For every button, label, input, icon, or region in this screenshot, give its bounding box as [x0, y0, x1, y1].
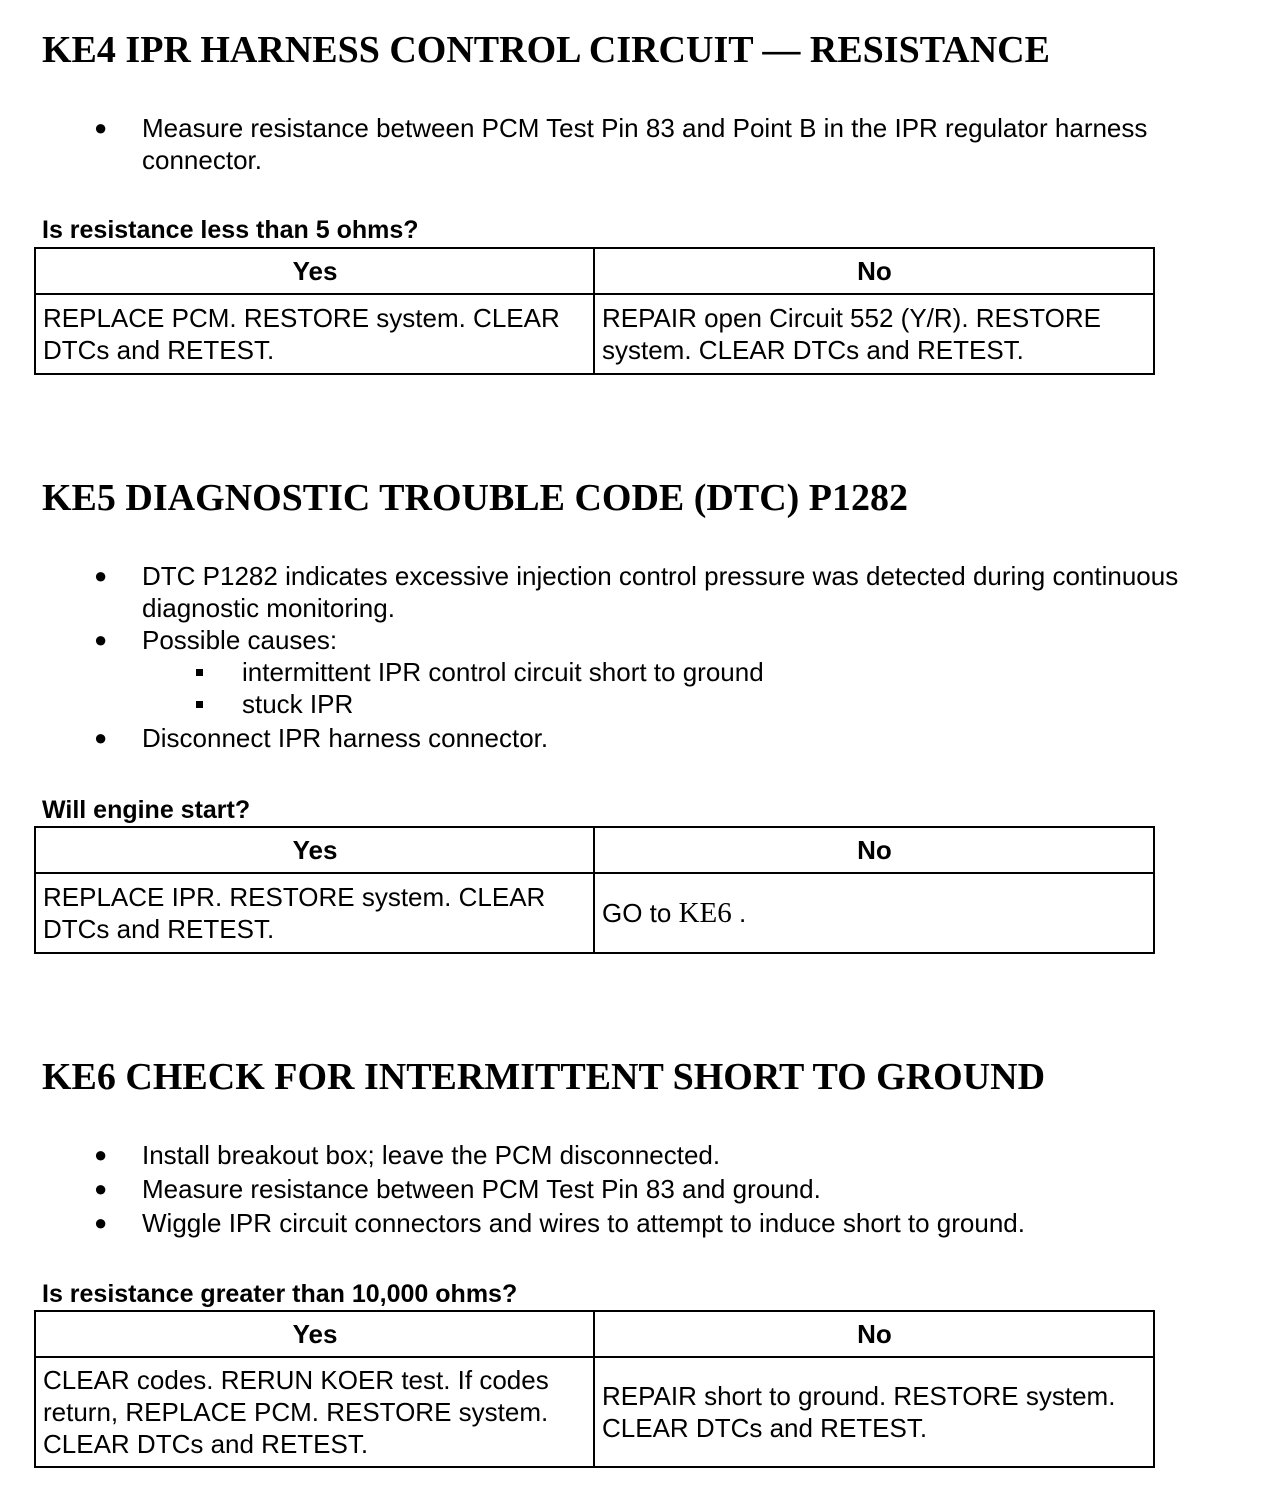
bullet-text: Measure resistance between PCM Test Pin 83 and Point B in the IPR regulator harness connector.: [142, 113, 1148, 175]
bullet-text: DTC P1282 indicates excessive injection control pressure was detected during continuous diagnostic monitoring.: [142, 561, 1179, 623]
bullet-text: Wiggle IPR circuit connectors and wires to attempt to induce short to ground.: [142, 1208, 1025, 1238]
bullet-icon: ●: [94, 1176, 108, 1201]
no-header: No: [594, 1311, 1154, 1357]
decision-table: [34, 247, 1155, 375]
bullet-icon: ●: [94, 1210, 108, 1235]
section-heading: KE4 IPR HARNESS CONTROL CIRCUIT — RESISTANCE: [42, 29, 1050, 71]
square-bullet-icon: [196, 701, 203, 708]
yes-action-cell: CLEAR codes. RERUN KOER test. If codes return, REPLACE PCM. RESTORE system. CLEAR DTCs and RETEST.: [35, 1357, 594, 1467]
question-label: Will engine start?: [42, 796, 251, 824]
bullet-item: [0, 722, 1222, 754]
bullet-list: [0, 112, 1222, 176]
table-header-row: [35, 248, 1154, 294]
bullet-icon: ●: [94, 627, 108, 652]
square-bullet-icon: [196, 669, 203, 676]
yes-header: Yes: [35, 248, 594, 294]
question-label: Is resistance less than 5 ohms?: [42, 216, 419, 244]
table-row: [35, 1357, 1154, 1467]
go-to-text: GO to: [602, 898, 679, 928]
decision-table: [34, 1310, 1155, 1468]
ke6-link[interactable]: KE6: [678, 897, 732, 929]
bullet-text: Possible causes:: [142, 625, 338, 655]
bullet-item: [0, 112, 1222, 176]
bullet-item: [0, 1139, 1222, 1171]
yes-header: Yes: [35, 1311, 594, 1357]
section-heading: KE5 DIAGNOSTIC TROUBLE CODE (DTC) P1282: [42, 477, 909, 519]
no-action-cell: [594, 873, 1154, 953]
section-heading: KE6 CHECK FOR INTERMITTENT SHORT TO GROUND: [42, 1056, 1046, 1098]
question-label: Is resistance greater than 10,000 ohms?: [42, 1280, 518, 1308]
table-header-row: [35, 827, 1154, 873]
table-row: [35, 873, 1154, 953]
decision-table: [34, 826, 1155, 954]
bullet-list: [0, 560, 1222, 754]
bullet-text: Install breakout box; leave the PCM disconnected.: [142, 1140, 721, 1170]
yes-header: Yes: [35, 827, 594, 873]
sub-bullet-item: [0, 688, 1222, 720]
table-header-row: [35, 1311, 1154, 1357]
bullet-item: [0, 1173, 1222, 1205]
sub-bullet-text: stuck IPR: [242, 689, 354, 719]
no-action-cell: REPAIR short to ground. RESTORE system. CLEAR DTCs and RETEST.: [594, 1357, 1154, 1467]
yes-action-cell: REPLACE PCM. RESTORE system. CLEAR DTCs and RETEST.: [35, 294, 594, 374]
bullet-icon: ●: [94, 563, 108, 588]
bullet-item: [0, 560, 1222, 624]
go-to-suffix: .: [731, 898, 747, 928]
bullet-text: Disconnect IPR harness connector.: [142, 723, 549, 753]
yes-action-cell: REPLACE IPR. RESTORE system. CLEAR DTCs and RETEST.: [35, 873, 594, 953]
no-header: No: [594, 827, 1154, 873]
bullet-icon: ●: [94, 1142, 108, 1167]
bullet-text: Measure resistance between PCM Test Pin 83 and ground.: [142, 1174, 821, 1204]
bullet-item: [0, 1207, 1222, 1239]
table-row: [35, 294, 1154, 374]
sub-bullet-text: intermittent IPR control circuit short to ground: [242, 657, 764, 687]
bullet-item: [0, 624, 1222, 656]
bullet-list: [0, 1139, 1222, 1239]
bullet-icon: ●: [94, 725, 108, 750]
bullet-icon: ●: [94, 115, 108, 140]
no-header: No: [594, 248, 1154, 294]
sub-bullet-item: [0, 656, 1222, 688]
no-action-cell: REPAIR open Circuit 552 (Y/R). RESTORE system. CLEAR DTCs and RETEST.: [594, 294, 1154, 374]
